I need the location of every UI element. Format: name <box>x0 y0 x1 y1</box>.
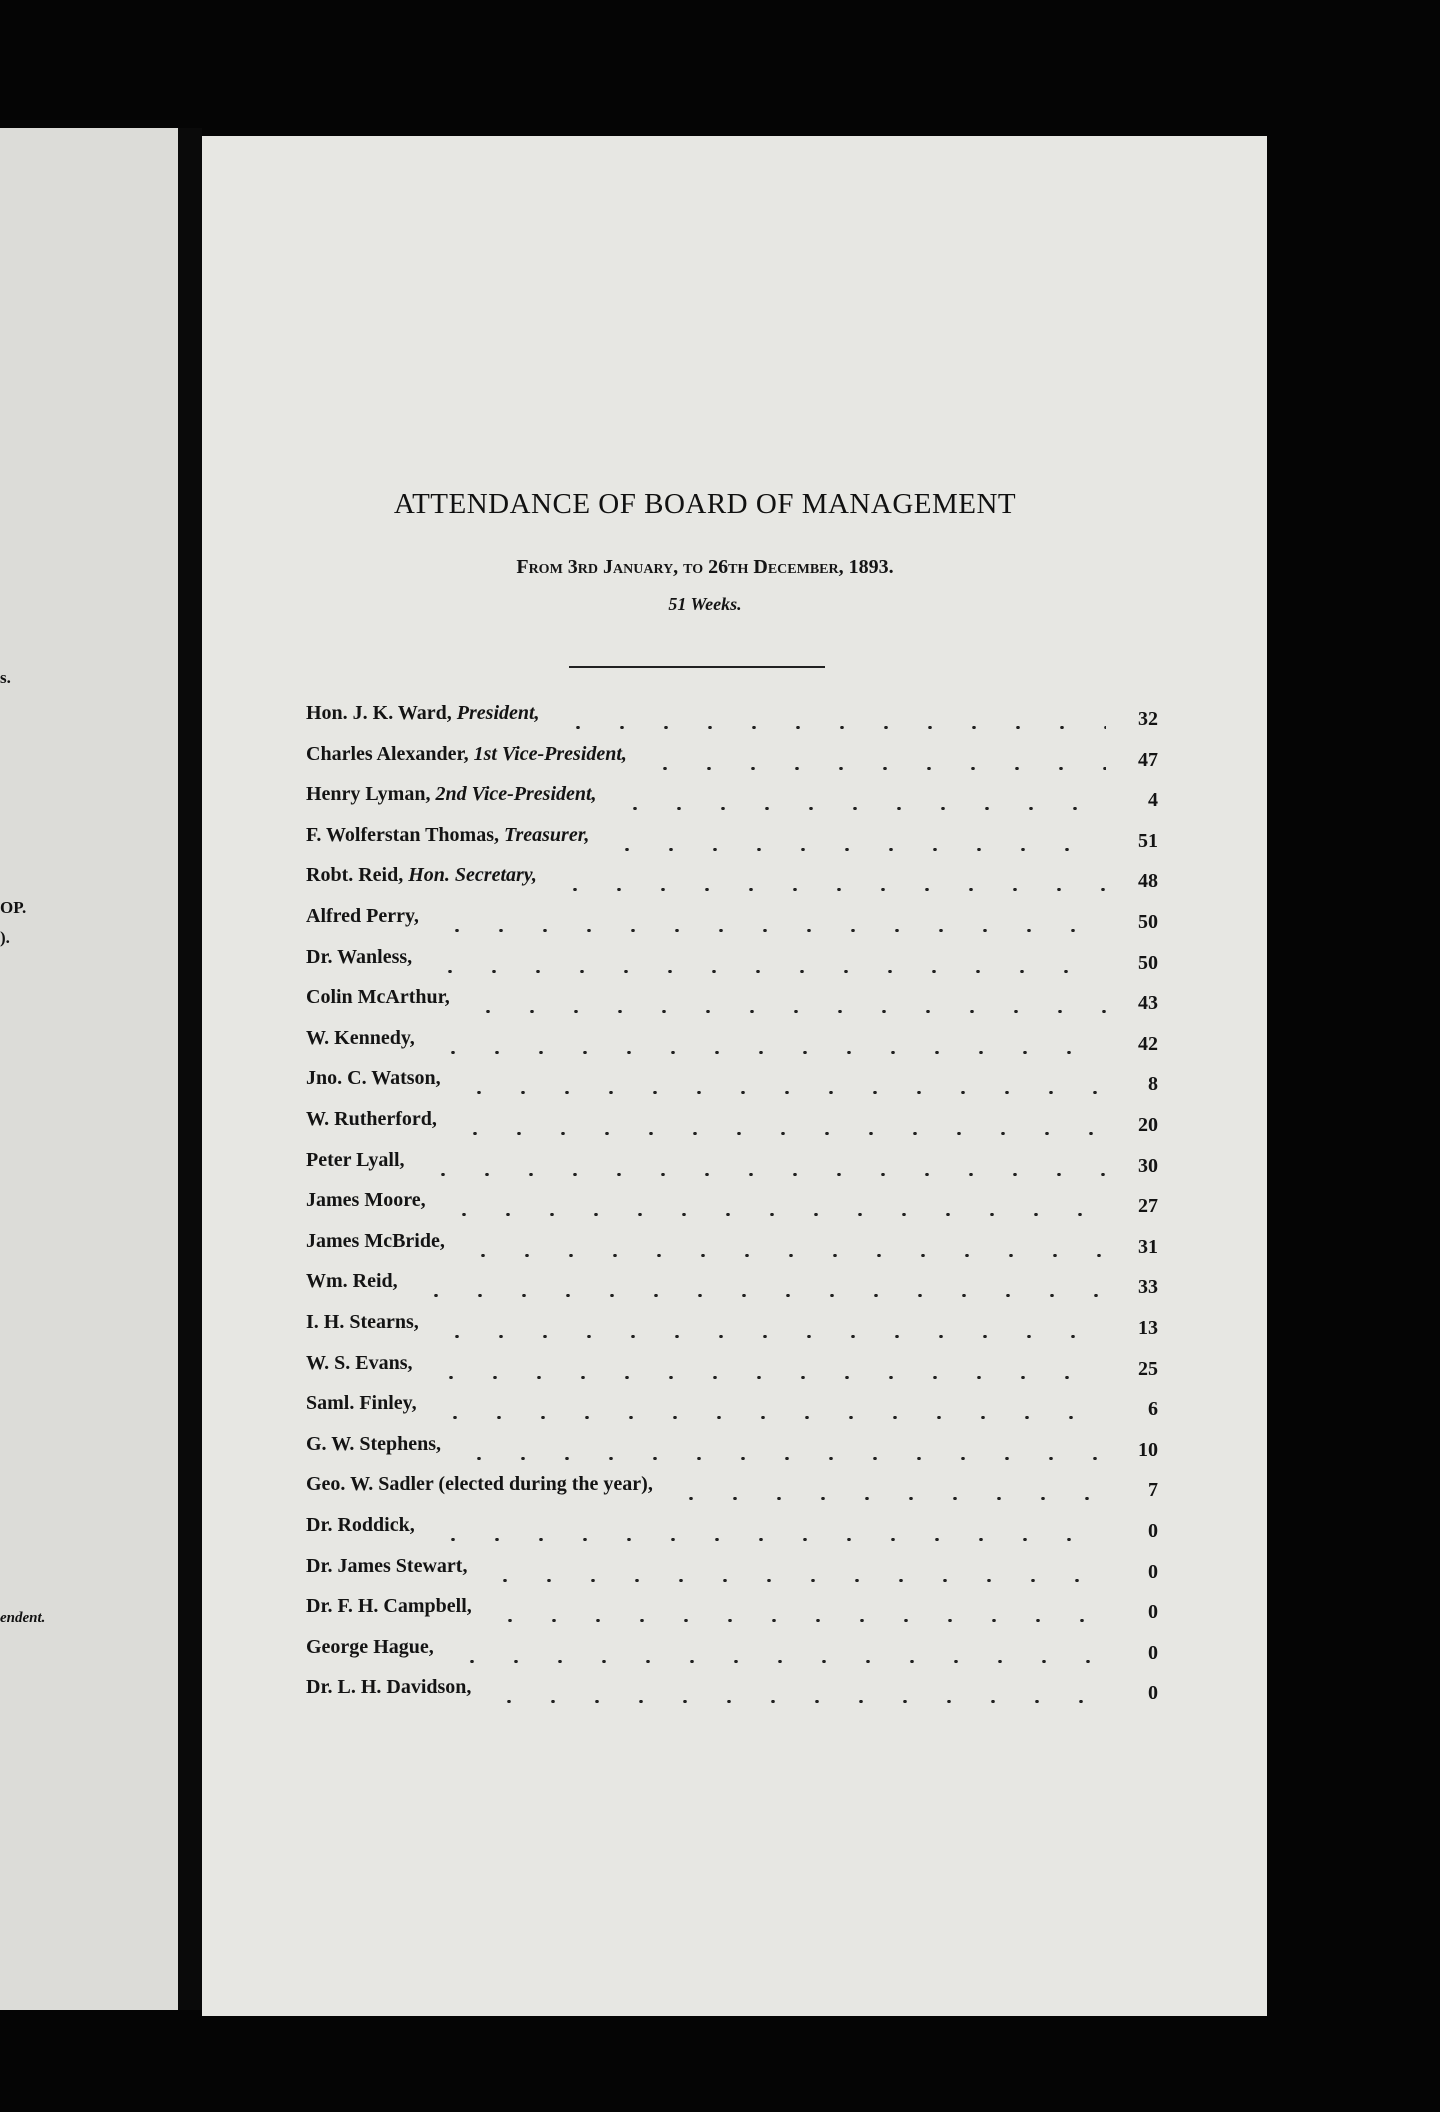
attendance-count: 0 <box>1148 1560 1158 1583</box>
member-name <box>306 905 419 928</box>
attendance-count: 33 <box>1138 1276 1158 1299</box>
member-name <box>306 1230 445 1253</box>
attendance-count: 31 <box>1138 1235 1158 1258</box>
attendance-row <box>306 1636 1158 1676</box>
attendance-row <box>306 743 1158 783</box>
member-name-text: Hon. J. K. Ward, <box>306 702 452 724</box>
attendance-count: 48 <box>1138 870 1158 893</box>
attendance-row <box>306 1149 1158 1189</box>
dot-leader <box>483 1579 1106 1582</box>
dot-leader <box>487 1700 1106 1703</box>
member-name <box>306 1676 471 1699</box>
member-name-text: Colin McArthur, <box>306 986 450 1009</box>
attendance-count: 50 <box>1138 951 1158 974</box>
attendance-count: 0 <box>1148 1641 1158 1664</box>
member-name <box>306 1636 434 1659</box>
dot-leader <box>461 1254 1106 1257</box>
dot-leader <box>643 767 1106 770</box>
document-page <box>202 136 1267 2016</box>
member-name-text: Dr. L. H. Davidson, <box>306 1676 472 1699</box>
member-name <box>306 824 589 847</box>
member-name <box>306 1514 415 1537</box>
dot-leader <box>613 807 1106 810</box>
attendance-row <box>306 1676 1158 1716</box>
member-name-text: Dr. James Stewart, <box>306 1554 468 1577</box>
member-name <box>306 1595 472 1618</box>
attendance-count: 25 <box>1138 1357 1158 1380</box>
dot-leader <box>421 1173 1106 1176</box>
dot-leader <box>431 1051 1106 1054</box>
member-name-text: F. Wolferstan Thomas, <box>306 823 499 846</box>
member-name <box>306 1433 441 1456</box>
dot-leader <box>442 1213 1106 1216</box>
dot-leader <box>414 1294 1106 1297</box>
member-name <box>306 986 450 1009</box>
member-name-text: I. H. Stearns, <box>306 1311 419 1333</box>
dot-leader <box>435 929 1106 932</box>
attendance-count: 8 <box>1148 1073 1158 1096</box>
member-role: 1st Vice-President, <box>473 742 627 765</box>
dot-leader <box>466 1010 1106 1013</box>
attendance-row <box>306 783 1158 823</box>
dot-leader <box>488 1619 1106 1622</box>
member-name-text: Dr. F. H. Campbell, <box>306 1595 472 1618</box>
member-name-text: Dr. Wanless, <box>306 945 413 968</box>
attendance-count: 6 <box>1148 1398 1158 1421</box>
member-name-text: Henry Lyman, <box>306 783 431 806</box>
attendance-count: 30 <box>1138 1154 1158 1177</box>
attendance-row <box>306 1433 1158 1473</box>
member-name-text: W. Kennedy, <box>306 1026 415 1049</box>
attendance-row <box>306 1514 1158 1554</box>
dot-leader <box>669 1497 1106 1500</box>
member-name <box>306 1311 419 1334</box>
member-name-text: Charles Alexander, <box>306 742 469 765</box>
attendance-row <box>306 864 1158 904</box>
dot-leader <box>457 1457 1106 1460</box>
attendance-row <box>306 1311 1158 1351</box>
attendance-count: 42 <box>1138 1032 1158 1055</box>
attendance-row <box>306 1067 1158 1107</box>
attendance-row <box>306 824 1158 864</box>
member-name <box>306 1149 405 1172</box>
member-name-text: James Moore, <box>306 1189 426 1212</box>
attendance-row <box>306 1270 1158 1310</box>
dot-leader <box>457 1091 1106 1094</box>
left-page-fragment: ). <box>0 928 10 947</box>
member-name-text: Peter Lyall, <box>306 1148 405 1171</box>
attendance-row <box>306 1555 1158 1595</box>
member-name <box>306 1352 413 1375</box>
member-name-text: W. S. Evans, <box>306 1351 413 1374</box>
attendance-row <box>306 1230 1158 1270</box>
member-name <box>306 783 597 806</box>
member-name <box>306 1270 398 1293</box>
member-name-text: Alfred Perry, <box>306 905 419 927</box>
page-title: ATTENDANCE OF BOARD OF MANAGEMENT <box>393 488 1017 520</box>
member-name-text: Wm. Reid, <box>306 1270 398 1293</box>
attendance-count: 47 <box>1138 748 1158 771</box>
attendance-count: 0 <box>1148 1601 1158 1624</box>
member-name <box>306 946 412 969</box>
attendance-count: 20 <box>1138 1114 1158 1136</box>
attendance-row <box>306 1473 1158 1513</box>
attendance-count: 4 <box>1148 789 1158 812</box>
attendance-row <box>306 1027 1158 1067</box>
dot-leader <box>433 1416 1106 1419</box>
dot-leader <box>429 1376 1106 1379</box>
dot-leader <box>605 848 1106 851</box>
attendance-row <box>306 905 1158 945</box>
member-name <box>306 864 537 887</box>
attendance-count: 0 <box>1148 1520 1158 1542</box>
member-name <box>306 743 627 766</box>
attendance-count: 50 <box>1138 911 1158 933</box>
member-name-text: George Hague, <box>306 1635 434 1658</box>
member-name <box>306 1555 467 1578</box>
attendance-row <box>306 1189 1158 1229</box>
attendance-row <box>306 986 1158 1026</box>
left-page-fragment: endent. <box>0 1610 46 1626</box>
member-name-text: Dr. Roddick, <box>306 1514 415 1536</box>
member-name-text: G. W. Stephens, <box>306 1432 442 1455</box>
attendance-count: 27 <box>1138 1195 1158 1218</box>
attendance-row <box>306 1392 1158 1432</box>
divider <box>569 666 825 668</box>
dot-leader <box>431 1538 1106 1541</box>
member-name-text: Jno. C. Watson, <box>306 1067 441 1090</box>
attendance-row <box>306 702 1158 742</box>
member-name-text: Robt. Reid, <box>306 864 404 887</box>
attendance-count: 0 <box>1148 1682 1158 1705</box>
attendance-row <box>306 1352 1158 1392</box>
member-name <box>306 1027 415 1050</box>
attendance-row <box>306 946 1158 986</box>
attendance-count: 51 <box>1138 829 1158 852</box>
left-page-fragment: s. <box>0 668 11 687</box>
dot-leader <box>553 888 1106 891</box>
member-role: 2nd Vice-President, <box>435 783 597 806</box>
member-name-text: Saml. Finley, <box>306 1392 417 1415</box>
member-name-text: James McBride, <box>306 1229 445 1252</box>
attendance-count: 13 <box>1138 1317 1158 1339</box>
attendance-count: 32 <box>1138 708 1158 730</box>
week-count: 51 Weeks. <box>668 594 742 614</box>
member-name-text: Geo. W. Sadler (elected during the year), <box>306 1473 653 1496</box>
attendance-row <box>306 1595 1158 1635</box>
dot-leader <box>453 1132 1106 1135</box>
dot-leader <box>435 1335 1106 1338</box>
dot-leader <box>428 970 1106 973</box>
book-gutter <box>178 128 202 2010</box>
dot-leader <box>556 726 1106 729</box>
member-name <box>306 702 540 725</box>
left-page-fragment: OP. <box>0 898 27 917</box>
member-role: President, <box>456 702 540 724</box>
member-name <box>306 1392 417 1415</box>
member-name <box>306 1108 437 1131</box>
dot-leader <box>450 1660 1106 1663</box>
member-name <box>306 1189 426 1212</box>
attendance-row <box>306 1108 1158 1148</box>
attendance-count: 7 <box>1148 1479 1158 1502</box>
member-name-text: W. Rutherford, <box>306 1108 437 1130</box>
member-role: Treasurer, <box>504 823 590 846</box>
member-name <box>306 1067 441 1090</box>
member-role: Hon. Secretary, <box>408 864 537 887</box>
date-range: From 3rd January, to 26th December, 1893. <box>516 556 894 578</box>
member-name <box>306 1473 653 1496</box>
attendance-count: 10 <box>1138 1438 1158 1461</box>
attendance-count: 43 <box>1138 992 1158 1015</box>
left-page-edge <box>0 128 178 2010</box>
